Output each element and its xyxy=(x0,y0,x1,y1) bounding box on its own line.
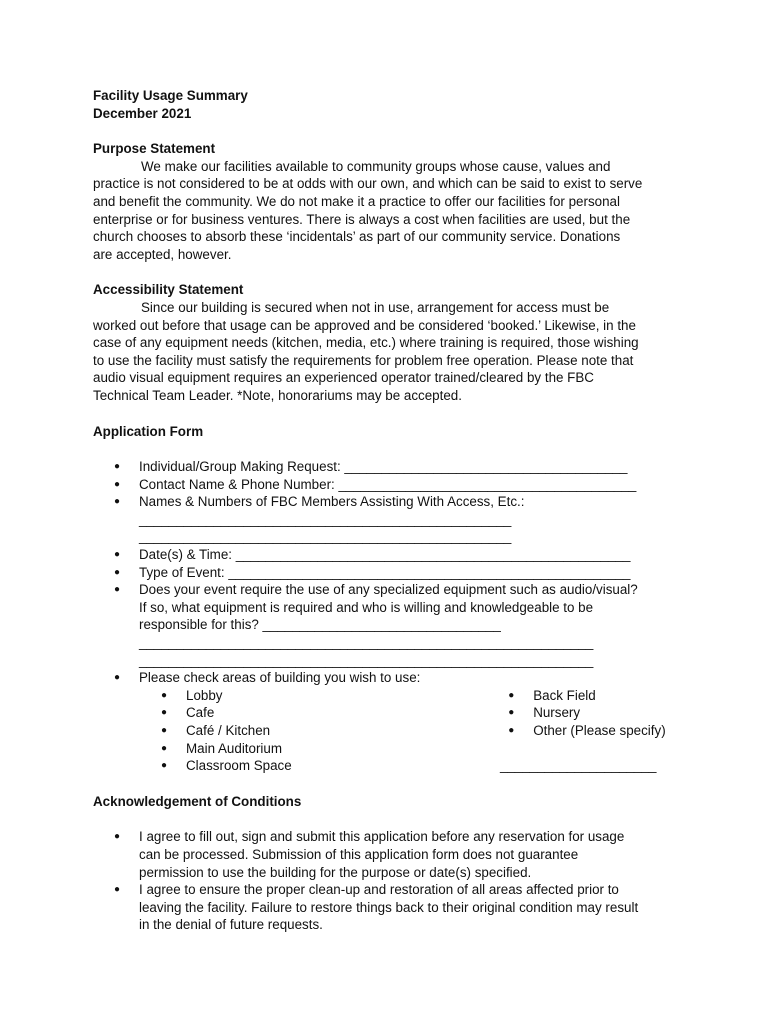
acknowledgement-text: ● I agree to ensure the proper clean-up and restoration of all areas affected prior to xyxy=(139,882,619,898)
areas-field xyxy=(93,669,678,775)
equipment-question: ● Does your event require the use of any specialized equipment such as audio/visual? xyxy=(139,582,638,598)
acknowledgement-text: leaving the facility. Failure to restore things back to their original condition may result xyxy=(139,899,639,915)
event-type-field[interactable] xyxy=(93,564,678,582)
acknowledgement-text: ● I agree to fill out, sign and submit this application before any reservation for usage xyxy=(139,829,625,845)
areas-left-column xyxy=(139,687,486,775)
requester-label: Individual/Group Making Request: ______________________________________ xyxy=(139,459,628,475)
purpose-line: practice is not considered to be at odds with our own, and which can be said to exist to serve xyxy=(93,176,643,192)
date-time-label: Date(s) & Time: _____________________________________________________ xyxy=(139,547,631,563)
members-blank-line[interactable]: __________________________________________________ xyxy=(139,529,512,545)
equipment-field[interactable] xyxy=(93,581,678,669)
acknowledgement-text: can be processed. Submission of this application form does not guarantee xyxy=(139,846,579,862)
accessibility-line: case of any equipment needs (kitchen, media, etc.) where training is required, those wishing xyxy=(93,335,639,351)
purpose-line: enterprise or for business ventures. There is always a cost when facilities are used, but the xyxy=(93,211,631,227)
purpose-line: church chooses to absorb these ‘incidentals’ as part of our community service. Donations xyxy=(93,229,621,245)
contact-field[interactable] xyxy=(93,476,678,494)
requester-field[interactable] xyxy=(93,458,678,476)
acknowledgement-text: in the denial of future requests. xyxy=(139,917,323,933)
accessibility-line: Technical Team Leader. *Note, honorariums may be accepted. xyxy=(93,387,462,403)
acknowledgement-item xyxy=(93,881,678,934)
members-label: ● Names & Numbers of FBC Members Assisting With Access, Etc.: xyxy=(139,494,525,510)
purpose-line: and benefit the community. We do not make it a practice to offer our facilities for personal xyxy=(93,193,620,209)
other-specify-blank-line[interactable]: _____________________ xyxy=(500,757,657,773)
members-blank-line[interactable]: __________________________________________________ xyxy=(139,511,512,527)
equipment-question: responsible for this? ________________________________ xyxy=(139,617,501,633)
purpose-line: We make our facilities available to community groups whose cause, values and xyxy=(141,158,611,174)
accessibility-line: to use the facility must satisfy the requirements for problem free operation. Please note that xyxy=(93,352,634,368)
purpose-paragraph xyxy=(93,158,678,264)
area-option-nursery[interactable]: ● Nursery xyxy=(486,704,678,722)
area-option-main-auditorium[interactable]: ● Main Auditorium xyxy=(139,740,486,758)
area-option-classroom-space[interactable]: ● Classroom Space xyxy=(139,757,486,775)
area-option-cafe[interactable]: ● Cafe xyxy=(139,704,486,722)
acknowledgement-text: permission to use the building for the purpose or date(s) specified. xyxy=(139,864,532,880)
acknowledgement-heading: Acknowledgement of Conditions xyxy=(93,793,302,809)
application-heading: Application Form xyxy=(93,423,204,439)
area-option-lobby[interactable]: ● Lobby xyxy=(139,687,486,705)
members-field[interactable] xyxy=(93,493,678,546)
application-form-list xyxy=(93,458,678,775)
accessibility-paragraph xyxy=(93,299,678,405)
acknowledgement-item xyxy=(93,828,678,881)
equipment-question: If so, what equipment is required and who is willing and knowledgeable to be xyxy=(139,599,594,615)
acknowledgement-list xyxy=(93,828,678,934)
area-option-cafe-kitchen[interactable]: ● Café / Kitchen xyxy=(139,722,486,740)
areas-prompt: ● Please check areas of building you wish to use: xyxy=(139,670,421,686)
event-type-label: Type of Event: ______________________________________________________ xyxy=(139,564,631,580)
accessibility-line: audio visual equipment requires an experienced operator trained/cleared by the FBC xyxy=(93,370,594,386)
area-option-back-field[interactable]: ● Back Field xyxy=(486,687,678,705)
equipment-blank-line[interactable]: _____________________________________________________________ xyxy=(139,652,594,668)
areas-options xyxy=(139,687,678,775)
accessibility-heading: Accessibility Statement xyxy=(93,282,244,298)
accessibility-line: Since our building is secured when not in use, arrangement for access must be xyxy=(141,299,610,315)
date-time-field[interactable] xyxy=(93,546,678,564)
equipment-blank-line[interactable]: _____________________________________________________________ xyxy=(139,635,594,651)
document-title: Facility Usage Summary xyxy=(93,88,248,103)
document-page xyxy=(93,87,678,934)
purpose-line: are accepted, however. xyxy=(93,246,232,262)
area-option-other[interactable]: ● Other (Please specify) xyxy=(486,722,678,740)
purpose-heading: Purpose Statement xyxy=(93,141,216,157)
accessibility-line: worked out before that usage can be approved and be considered ‘booked.’ Likewise, in the xyxy=(93,317,636,333)
document-date: December 2021 xyxy=(93,105,192,121)
contact-label: Contact Name & Phone Number: ________________________________________ xyxy=(139,476,637,492)
